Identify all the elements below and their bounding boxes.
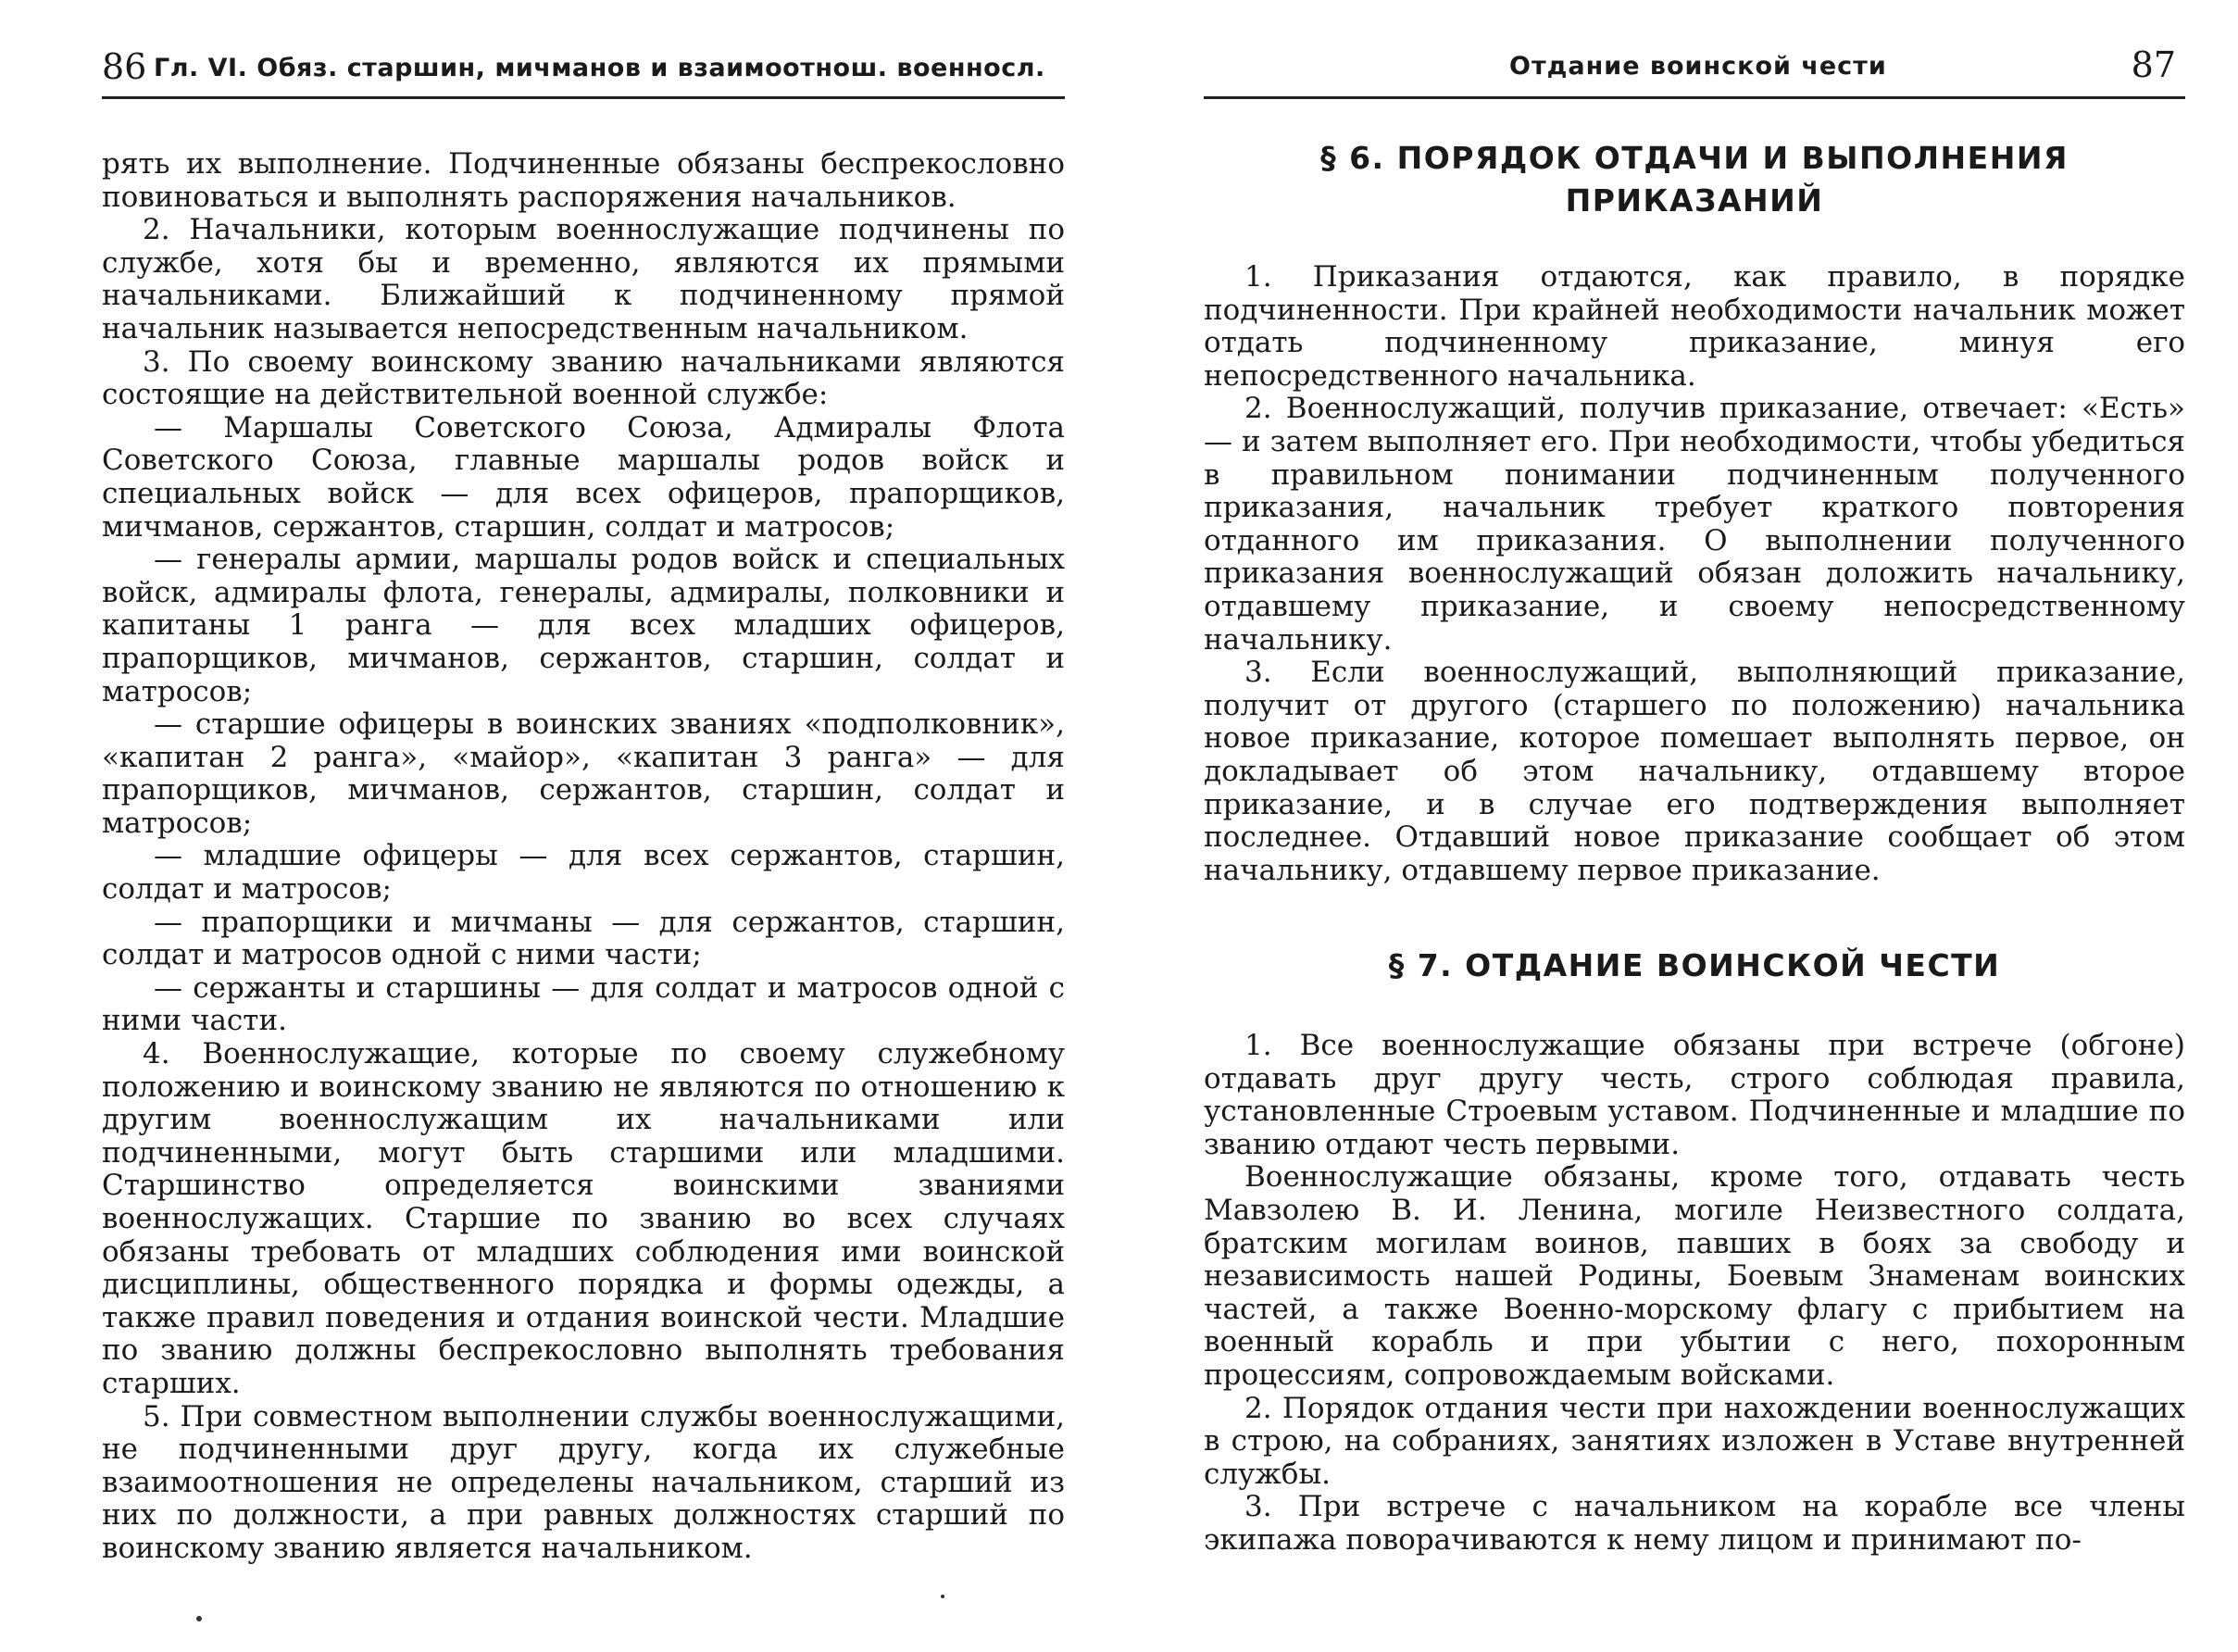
section-7-text [1204,1030,2185,1558]
section-6-heading [1204,137,2185,222]
right-running-head [1204,44,2185,99]
paragraph: Военнослужащие обязаны, кроме того, отдавать честь Мавзолею В. И. Ленина, могиле Неизвестного солдата, братским могилам воинов, павших в боях за свободу и независимость нашей Родины, Боевым Знаменам воинских частей, а также Военно-морскому флагу с прибытием на военный корабль и при убытии с него, похоронным процессиям, сопровождаемым войсками. [1204,1160,2185,1392]
right-page-number: 87 [2131,44,2176,85]
list-item: — младшие офицеры — для всех сержантов, старшин, солдат и матросов; [102,839,1065,907]
paragraph: 1. Все военнослужащие обязаны при встрече (обгоне) отдавать друг другу честь, строго соблюдая правила, установленные Строевым уставом. Подчиненные и младшие по званию отдают честь первыми. [1204,1029,2185,1161]
left-running-title: Гл. VI. Обяз. старшин, мичманов и взаимоотнош. военносл. [154,54,1045,82]
section-6-heading-line1: § 6. ПОРЯДОК ОТДАЧИ И ВЫПОЛНЕНИЯ [1320,140,2069,176]
right-page [1204,0,2185,1652]
paragraph: 2. Начальники, которым военнослужащие подчинены по службе, хотя бы и временно, являются их прямыми начальниками. Ближайший к подчиненному прямой начальник называется непосредственным начальником. [102,213,1065,345]
left-page [102,0,1065,1652]
list-item: — прапорщики и мичманы — для сержантов, старшин, солдат и матросов одной с ними части; [102,905,1065,972]
print-speck [196,1616,202,1621]
list-item: — старшие офицеры в воинских званиях «подполковник», «капитан 2 ранга», «майор», «капитан 3 ранга» — для прапорщиков, мичманов, сержантов, старшин, солдат и матросов; [102,707,1065,840]
left-page-number: 86 [102,46,147,87]
right-running-title: Отдание воинской чести [1509,52,1887,81]
list-item: — генералы армии, маршалы родов войск и специальных войск, адмиралы флота, генералы, адмиралы, полковники и капитаны 1 ранга — для всех младших офицеров, прапорщиков, мичманов, сержантов, старшин, солдат и матросов; [102,543,1065,708]
paragraph: 3. Если военнослужащий, выполняющий приказание, получит от другого (старшего по положению) начальника новое приказание, которое помешает выполнять первое, он докладывает об этом начальнику, отдавшему второе приказание, и в случае его подтверждения выполняет последнее. Отдавший новое приказание сообщает об этом начальнику, отдавшему первое приказание. [1204,656,2185,887]
left-body-text [102,148,1065,1566]
paragraph: 1. Приказания отдаются, как правило, в порядке подчиненности. При крайней необходимости начальник может отдать подчиненному приказание, минуя его непосредственного начальника. [1204,260,2185,393]
section-6-heading-line2: ПРИКАЗАНИЙ [1565,182,1824,219]
paragraph: 5. При совместном выполнении службы военнослужащими, не подчиненными друг другу, когда их служебные взаимоотношения не определены начальником, старший из них по должности, а при равных должностях старший по воинскому званию является начальником. [102,1399,1065,1565]
section-6-text [1204,261,2185,887]
paragraph: рять их выполнение. Подчиненные обязаны беспрекословно повиноваться и выполнять распоряжения начальников. [102,147,1065,214]
left-running-head [102,44,1065,99]
paragraph: 3. При встрече с начальником на корабле все члены экипажа поворачиваются к нему лицом и принимают по- [1204,1490,2185,1557]
list-item: — Маршалы Советского Союза, Адмиралы Флота Советского Союза, главные маршалы родов войск и специальных войск — для всех офицеров, прапорщиков, мичманов, сержантов, старшин, солдат и матросов; [102,410,1065,544]
print-speck [941,1595,944,1598]
list-item: — сержанты и старшины — для солдат и матросов одной с ними части. [102,970,1065,1038]
section-7-heading: § 7. ОТДАНИЕ ВОИНСКОЙ ЧЕСТИ [1388,947,2001,983]
paragraph: 3. По своему воинскому званию начальниками являются состоящие на действительной военной службе: [102,344,1065,412]
paragraph: 4. Военнослужащие, которые по своему служебному положению и воинскому званию не являются по отношению к другим военнослужащим их начальниками или подчиненными, могут быть старшими или младшими. Старшинство определяется воинскими званиями военнослужащих. Старшие по званию во всех случаях обязаны требовать от младших соблюдения ими воинской дисциплины, общественного порядка и формы одежды, а также правил поведения и отдания воинской чести. Младшие по званию должны беспрекословно выполнять требования старших. [102,1037,1065,1400]
paragraph: 2. Военнослужащий, получив приказание, отвечает: «Есть» — и затем выполняет его. При необходимости, чтобы убедиться в правильном понимании подчиненным полученного приказания, начальник требует краткого повторения отданного им приказания. О выполнении полученного приказания военнослужащий обязан доложить начальнику, отдавшему приказание, и своему непосредственному начальнику. [1204,392,2185,657]
paragraph: 2. Порядок отдания чести при нахождении военнослужащих в строю, на собраниях, занятиях изложен в Уставе внутренней службы. [1204,1391,2185,1491]
